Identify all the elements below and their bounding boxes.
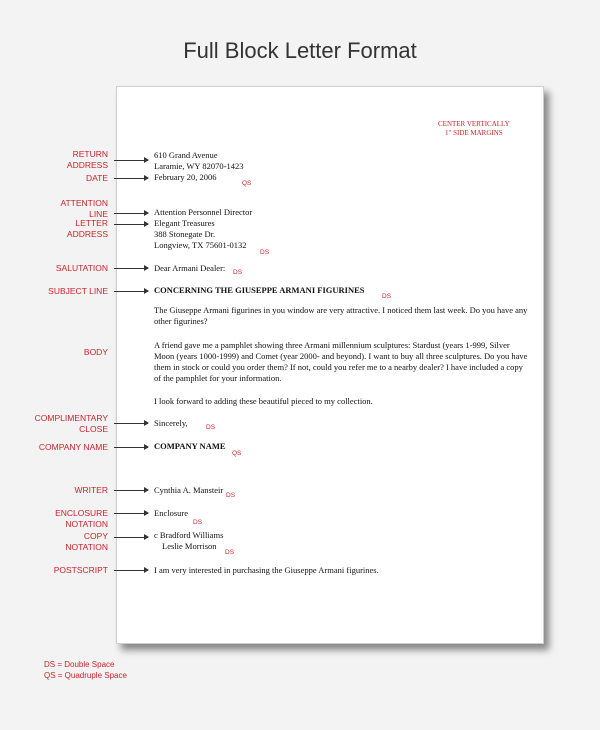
copy-line-2: Leslie Morrison [162, 541, 217, 551]
qs-mark-date: QS [242, 180, 252, 187]
postscript-text: I am very interested in purchasing the Giuseppe Armani figurines. [154, 565, 379, 575]
arrow-copy-notation [114, 537, 148, 538]
arrow-letter-address [114, 224, 148, 225]
copy-line-1: c Bradford Williams [154, 530, 224, 540]
legend-qs: QS = Quadruple Space [44, 671, 127, 680]
label-return-address [67, 149, 108, 170]
label-postscript: POSTSCRIPT [53, 565, 108, 575]
label-enclosure-notation [55, 508, 108, 529]
label-return-address-l2: ADDRESS [66, 159, 108, 170]
writer-name: Cynthia A. Mansteir [154, 485, 224, 495]
arrow-attention-line [114, 213, 148, 214]
label-letter-address-l1: LETTER [75, 218, 108, 228]
legend-ds: DS = Double Space [44, 660, 115, 669]
label-salutation: SALUTATION [55, 263, 108, 273]
label-writer: WRITER [74, 485, 108, 495]
arrow-writer [114, 490, 148, 491]
ds-mark-address: DS [260, 249, 270, 256]
ds-mark-close: DS [206, 424, 216, 431]
margin-note [438, 120, 510, 137]
label-enclosure-l1: ENCLOSURE [55, 508, 108, 518]
label-copy-l2: NOTATION [65, 541, 108, 552]
label-enclosure-l2: NOTATION [65, 518, 108, 529]
label-return-address-l1: RETURN [72, 149, 108, 159]
arrow-company-name [114, 447, 148, 448]
body-paragraph-2: A friend gave me a pamphlet showing three Armani millennium sculptures: Stardust (years 1-999, Silver Moon (years 1000-1999) and Comet (year 2000- and beyond). I want to buy all three sculptures. Do you have them in stock or could you order them? If not, could you refer me to a nearby dealer? I have included a copy of the pamphlet for your information. [154, 340, 528, 383]
letter-date: February 20, 2006 [154, 172, 217, 182]
label-letter-address [67, 218, 108, 239]
arrow-subject-line [114, 291, 148, 292]
label-copy-notation [65, 531, 108, 552]
arrow-salutation [114, 268, 148, 269]
page-title: Full Block Letter Format [183, 38, 417, 63]
arrow-enclosure-notation [114, 513, 148, 514]
label-body: BODY [83, 347, 108, 357]
ds-mark-enclosure: DS [193, 519, 203, 526]
qs-mark-company: QS [232, 450, 242, 457]
recipient-line-2: 388 Stonegate Dr. [154, 229, 216, 239]
return-address-line-2: Laramie, WY 82070-1423 [154, 161, 244, 171]
ds-mark-writer: DS [226, 492, 236, 499]
arrow-date [114, 178, 148, 179]
complimentary-close-text: Sincerely, [154, 418, 188, 428]
arrow-complimentary-close [114, 423, 148, 424]
recipient-line-1: Elegant Treasures [154, 218, 215, 228]
label-attention-l1: ATTENTION [60, 198, 108, 208]
label-subject-line: SUBJECT LINE [48, 286, 108, 296]
subject-text: CONCERNING THE GIUSEPPE ARMANI FIGURINES [154, 285, 365, 295]
label-company-name: COMPANY NAME [38, 442, 108, 452]
label-attention-l2: LINE [89, 208, 108, 219]
ds-mark-salutation: DS [233, 269, 243, 276]
note-line-1: CENTER VERTICALLY [438, 120, 510, 128]
arrow-return-address [114, 160, 148, 161]
arrow-postscript [114, 570, 148, 571]
label-close-l1: COMPLIMENTARY [34, 413, 108, 423]
label-copy-l1: COPY [83, 531, 108, 541]
label-attention-line [60, 198, 108, 219]
label-close-l2: CLOSE [79, 423, 108, 434]
ds-mark-subject: DS [382, 293, 392, 300]
company-name-text: COMPANY NAME [154, 441, 226, 451]
body-paragraph-1: The Giuseppe Armani figurines in you window are very attractive. I noticed them last week. Do you have any other figurines? [154, 305, 528, 326]
enclosure-text: Enclosure [154, 508, 188, 518]
salutation-text: Dear Armani Dealer: [154, 263, 226, 273]
label-letter-address-l2: ADDRESS [66, 228, 108, 239]
recipient-line-3: Longview, TX 75601-0132 [154, 240, 247, 250]
return-address-line-1: 610 Grand Avenue [154, 150, 218, 160]
label-complimentary-close [35, 413, 108, 434]
attention-text: Attention Personnel Director [154, 207, 253, 217]
note-line-2: 1" SIDE MARGINS [444, 128, 503, 137]
ds-mark-copy: DS [225, 549, 235, 556]
body-paragraph-3: I look forward to adding these beautiful pieced to my collection. [154, 396, 373, 406]
label-date: DATE [85, 173, 108, 183]
